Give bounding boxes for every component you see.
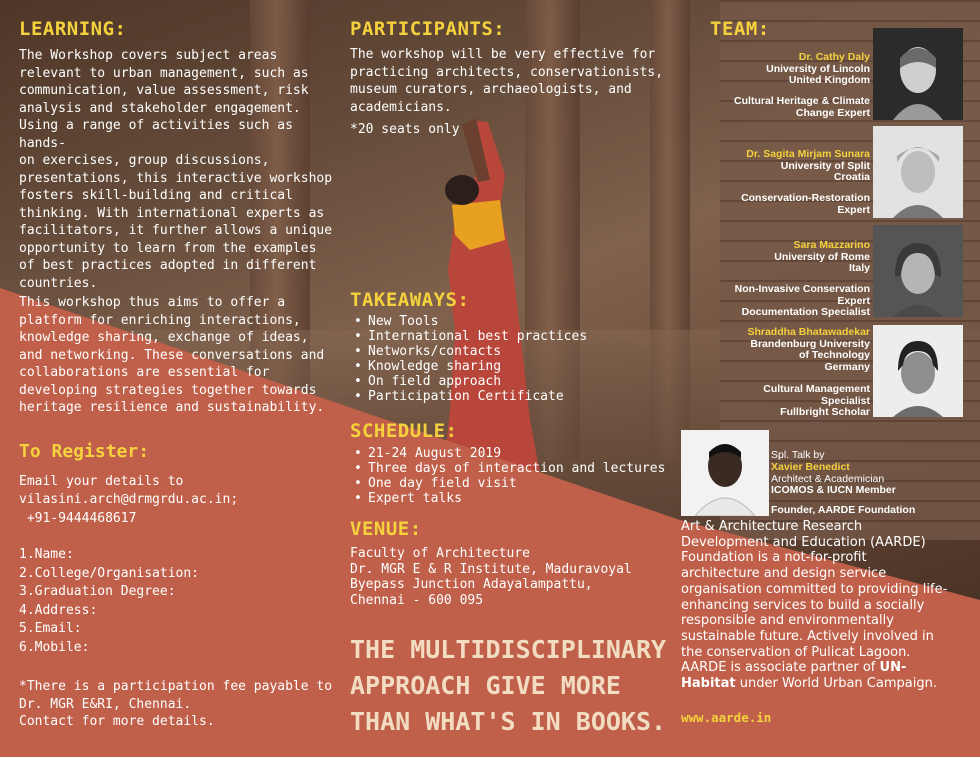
speaker-photo-xavier-benedict xyxy=(681,430,769,516)
register-field-item: 2.College/Organisation: xyxy=(19,565,200,581)
aarde-line: AARDE is associate partner of UN- xyxy=(681,660,907,676)
text-line: fosters skill-building and critical xyxy=(19,188,293,203)
text-line: museum curators, archaeologists, and xyxy=(350,82,632,97)
takeaway-item: • Knowledge sharing xyxy=(368,359,587,374)
team-heading: TEAM: xyxy=(710,18,770,40)
schedule-item: • 21-24 August 2019 xyxy=(368,446,665,461)
aarde-line: organisation committed to providing life- xyxy=(681,581,948,597)
tagline-quote xyxy=(350,632,666,740)
team-member-line: University of Lincoln xyxy=(766,62,870,75)
team-role-line: Fullbright Scholar xyxy=(780,406,870,418)
takeaway-item: • On field approach xyxy=(368,374,587,389)
special-speaker-name: Xavier Benedict xyxy=(771,461,850,473)
venue-heading: VENUE: xyxy=(350,518,422,540)
register-field-item: 3.Graduation Degree: xyxy=(19,584,176,599)
team-member-affiliation xyxy=(746,149,870,184)
team-member-role xyxy=(735,284,870,319)
text-line: knowledge sharing, exchange of ideas, xyxy=(19,330,309,345)
team-member-name: Sara Mazzarino xyxy=(793,239,870,251)
text-line: presentations, this interactive workshop xyxy=(19,170,333,186)
team-member-line: of Technology xyxy=(799,349,870,361)
text-line: Dr. MGR E&RI, Chennai. xyxy=(19,696,192,712)
address-line: Faculty of Architecture xyxy=(350,546,531,561)
schedule-heading: SCHEDULE: xyxy=(350,420,458,442)
takeaways-list xyxy=(350,314,587,404)
team-role-line: Expert xyxy=(837,294,870,307)
text-line: practicing architects, conservationists, xyxy=(350,64,664,80)
address-line: Dr. MGR E & R Institute, Maduravoyal xyxy=(350,561,632,577)
team-photo-shraddha-bhatawadekar xyxy=(873,325,963,417)
portrait-icon xyxy=(873,325,963,417)
text-line: analysis and stakeholder engagement. xyxy=(19,100,301,116)
team-member-name: Dr. Sagita Mirjam Sunara xyxy=(746,148,870,160)
team-member-line: University of Rome xyxy=(774,250,870,263)
aarde-line: responsible and environmentally xyxy=(681,613,894,629)
special-speaker-line: ICOMOS & IUCN Member xyxy=(771,484,896,496)
aarde-line: sustainable future. Actively involved in xyxy=(681,628,934,644)
team-member-affiliation xyxy=(774,240,870,275)
text-line: Contact for more details. xyxy=(19,714,215,729)
text-line: collaborations are essential for xyxy=(19,365,270,380)
text-line: Using a range of activities such as hands- xyxy=(19,118,293,151)
register-field-item: 6.Mobile: xyxy=(19,639,90,655)
team-member-line: Brandenburg University xyxy=(750,337,870,350)
un-habitat-bold: UN- xyxy=(879,660,907,676)
register-phone[interactable]: +91-9444468617 xyxy=(19,511,137,526)
portrait-icon xyxy=(681,430,769,516)
address-line: Byepass Junction Adayalampattu, xyxy=(350,577,593,592)
text-line: The workshop will be very effective for xyxy=(350,47,656,62)
text-line: communication, value assessment, risk xyxy=(19,83,309,98)
team-role-line: Non-Invasive Conservation xyxy=(734,283,870,295)
special-talk-label: Spl. Talk by xyxy=(771,449,825,461)
team-role-line: Expert xyxy=(837,203,870,216)
team-photo-cathy-daly xyxy=(873,28,963,120)
text-line: heritage resilience and sustainability. xyxy=(19,400,325,415)
quote-line: THAN WHAT'S IN BOOKS. xyxy=(350,707,667,736)
team-member-role xyxy=(734,96,870,119)
team-member-line: Croatia xyxy=(833,171,870,183)
text-line: of best practices adopted in different xyxy=(19,258,317,273)
portrait-icon xyxy=(873,225,963,317)
aarde-line: Foundation is a not-for-profit xyxy=(681,550,867,566)
team-photo-sara-mazzarino xyxy=(873,225,963,317)
text-line: relevant to urban management, such as xyxy=(19,65,309,81)
text-line: platform for enriching interactions, xyxy=(19,312,301,328)
team-member-line: Germany xyxy=(824,360,870,373)
register-email-link[interactable]: vilasini.arch@drmgrdu.ac.in; xyxy=(19,492,239,507)
team-role-line: Conservation-Restoration xyxy=(741,192,870,204)
takeaway-item: • New Tools xyxy=(368,314,587,329)
schedule-list xyxy=(350,446,665,506)
team-member-affiliation xyxy=(747,327,870,373)
learning-paragraph xyxy=(19,47,334,292)
learning-aims-paragraph xyxy=(19,294,334,417)
aarde-line: architecture and design service xyxy=(681,566,887,582)
team-member-line: Italy xyxy=(848,262,870,274)
portrait-icon xyxy=(873,126,963,218)
venue-address xyxy=(350,546,632,608)
aarde-line: the conservation of Pulicat Lagoon. xyxy=(681,644,911,660)
text-line: on exercises, group discussions, xyxy=(19,153,270,168)
text-line: facilitators, it further allows a unique xyxy=(19,223,333,238)
text-line: *There is a participation fee payable to xyxy=(19,679,333,694)
text-line: opportunity to learn from the examples xyxy=(19,240,317,256)
register-field-item: 1.Name: xyxy=(19,547,74,562)
aarde-line: Development and Education (AARDE) xyxy=(681,534,926,550)
team-role-line: Specialist xyxy=(820,394,870,407)
text-line: The Workshop covers subject areas xyxy=(19,48,278,63)
team-member-role xyxy=(763,384,870,419)
team-photo-sagita-sunara xyxy=(873,126,963,218)
seats-note: *20 seats only xyxy=(350,122,460,137)
team-member-line: University of Split xyxy=(780,159,870,172)
takeaway-item: • Participation Certificate xyxy=(368,389,587,404)
team-role-line: Change Expert xyxy=(795,106,870,119)
team-member-name: Shraddha Bhatawadekar xyxy=(747,326,870,338)
team-role-line: Cultural Management xyxy=(763,383,870,395)
participants-heading: PARTICIPANTS: xyxy=(350,18,506,40)
register-fields-list xyxy=(19,546,199,657)
habitat-bold: Habitat xyxy=(681,676,736,692)
special-speaker-role: Founder, AARDE Foundation xyxy=(771,504,916,516)
text-line: countries. xyxy=(19,275,98,291)
text-line: This workshop thus aims to offer a xyxy=(19,295,286,310)
schedule-item: • One day field visit xyxy=(368,476,665,491)
text-line: academicians. xyxy=(350,99,452,115)
register-field-item: 5.Email: xyxy=(19,621,82,636)
quote-line: THE MULTIDISCIPLINARY xyxy=(350,635,667,664)
aarde-website-link[interactable]: www.aarde.in xyxy=(681,710,772,725)
team-member-affiliation xyxy=(766,52,870,87)
address-line: Chennai - 600 095 xyxy=(350,592,484,608)
takeaway-item: • Networks/contacts xyxy=(368,344,587,359)
team-member-name: Dr. Cathy Daly xyxy=(798,51,870,63)
text-line: and networking. These conversations and xyxy=(19,347,325,363)
aarde-line: Habitat under World Urban Campaign. xyxy=(681,676,937,692)
team-role-line: Documentation Specialist xyxy=(741,306,870,318)
aarde-description xyxy=(681,519,979,692)
team-member-role xyxy=(741,193,870,216)
schedule-item: • Expert talks xyxy=(368,491,665,506)
team-role-line: Cultural Heritage & Climate xyxy=(734,95,870,107)
text-line: thinking. With international experts as xyxy=(19,205,325,221)
takeaways-heading: TAKEAWAYS: xyxy=(350,289,470,311)
aarde-line: enhancing services to build a socially xyxy=(681,597,925,613)
register-intro: Email your details to xyxy=(19,474,184,489)
schedule-item: • Three days of interaction and lectures xyxy=(368,461,665,476)
team-member-line: United Kingdom xyxy=(788,74,870,86)
fee-note xyxy=(19,678,332,731)
aarde-line: Art & Architecture Research xyxy=(681,519,863,534)
special-speaker-line: Architect & Academician xyxy=(771,473,885,485)
takeaway-item: • International best practices xyxy=(368,329,587,344)
learning-heading: LEARNING: xyxy=(19,18,127,40)
text-line: developing strategies together towards xyxy=(19,382,317,398)
quote-line: APPROACH GIVE MORE xyxy=(350,671,621,700)
portrait-icon xyxy=(873,28,963,120)
register-field-item: 4.Address: xyxy=(19,602,98,618)
participants-text xyxy=(350,46,663,116)
register-heading: To Register: xyxy=(19,441,150,462)
